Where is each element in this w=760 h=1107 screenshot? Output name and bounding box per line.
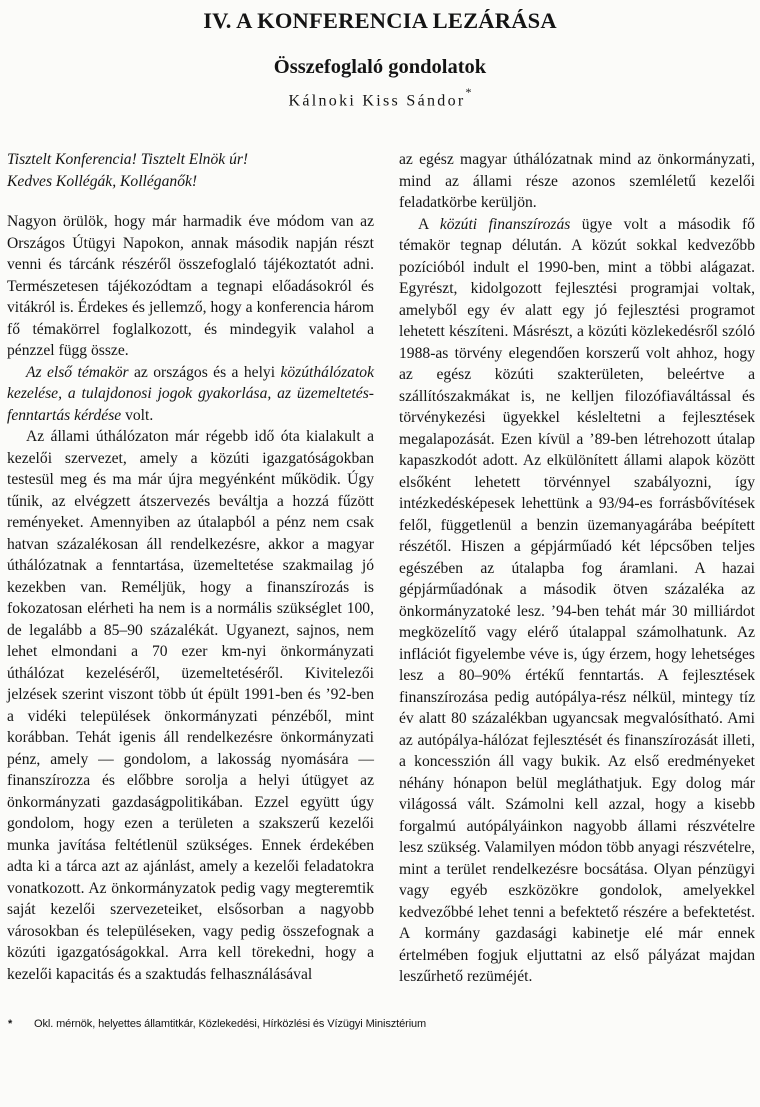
paragraph: [399, 214, 755, 988]
emphasis: Az első témakör: [26, 363, 129, 381]
footnote-marker: *: [465, 85, 472, 99]
greeting: [7, 149, 374, 192]
emphasis: közúti finanszírozás: [439, 215, 571, 233]
author-line: [0, 85, 760, 110]
article-subtitle: Összefoglaló gondolatok: [273, 56, 487, 78]
footnote-text: Okl. mérnök, helyettes államtitkár, Közlekedési, Hírközlési és Vízügyi Minisztérium: [34, 1018, 427, 1030]
paragraph: Az állami úthálózaton már régebb idő óta kialakult a kezelői szervezet, amely a közúti igazgatóságokban testesül meg és ma már újra megyénként működik. Úgy tűnik, az elvégzett átszervezés beváltja a hozzá fűzött reményeket. Amennyiben az útalapból a pénz nem csak hatvan százalékosan áll rendelkezésre, akkor a magyar úthálózatnak a fenntartása, üzemeltetése szakmailag jó kezekben van. Reméljük, hogy a finanszírozás is fokozatosan elérheti ha nem is a normális szükséglet 100, de legalább a 85–90 százalékát. Ugyanezt, sajnos, nem lehet elmondani a 70 ezer km-nyi önkormányzati úthálózat kezeléséről, üzemeltetéséről. Kivitelezői jelzések szerint viszont több út épült 1991-ben és ’92-ben a vidéki települések önkormányzati pénzéből, mint korábban. Tehát igenis áll rendelkezésre önkormányzati pénz, amely — gondolom, a lakosság nyomására — finanszírozza és előbbre sorolja a helyi útügyet az önkormányzati gazdaságpolitikában. Ezzel együtt úgy gondolom, hogy ezen a területen a szakszerű kezelői munka javítása feltétlenül szükséges. Ennek érdekében adta ki a tárca azt az ajánlást, amely a kezelői feladatokra vonatkozott. Az önkormányzatok pedig vagy megteremtik saját kezelői szervezeteiket, elsősorban a nagyobb városokban és településeken, vagy pedig összefognak a közúti igazgatóságokkal. Arra kell törekedni, hogy a kezelői kapacitás és a szaktudás felhasználásával: [7, 428, 374, 983]
paragraph: az egész magyar úthálózatnak mind az önkormányzati, mind az állami része azonos szemléletű kezelői feladatkörbe kerüljön.: [399, 151, 755, 211]
paragraph-text: volt.: [121, 406, 154, 424]
greeting-line-1: Tisztelt Konferencia! Tisztelt Elnök úr!: [7, 151, 249, 168]
greeting-line-2: Kedves Kollégák, Kolléganők!: [7, 172, 198, 190]
paragraph-text: az országos és a helyi: [128, 363, 281, 381]
section-title: IV. A KONFERENCIA LEZÁRÁSA: [203, 8, 557, 33]
paragraph-text: A: [418, 215, 440, 233]
paragraph-text: ügye volt a második fő témakör tegnap délután. A közút sokkal kedvezőbb pozícióból indult el 1990-ben, mint a többi alágazat. Egyrészt, kidolgozott fejlesztési programjai voltak, amelyből egy év alatt egy jó fejlesztési programot lehetett készíteni. Másrészt, a közúti közlekedésről szóló 1988-as törvény elegendően korszerű volt ahhoz, hogy az egész közúti szakterületen, beleértve a szállítószakmákat is, ne kelljen filozófiaváltással és törvénykezési ügyekkel késleltetni a fejlesztések megalapozását. Ezen kívül a ’89-ben létrehozott útalap kapaszkodót adott. Az elkülönített állami alapok között elsőként lehetett törvénnyel szabályozni, így intézkedésképesek lehettünk a 93/94-es forrásbővítések felől, függetlenül a benzin üzemanyagárába beépített részétől. Hiszen a gépjárműadó két lépcsőben teljes egészében az útalapba fog áramlani. A hazai gépjárműadónak a második ötven százaléka az önkormányzatoké lesz. ’94-ben tehát már 30 milliárdot megközelítő vagy elérő útalappal számolhatunk. Az inflációt figyelembe véve is, úgy érzem, hogy lehetséges lesz a 80–90% értékű fenntartás. A fejlesztések finanszírozása pedig autópálya-rész nélkül, mintegy tíz év alatt 80 százalékban ugyancsak megvalósítható. Ami az autópálya-hálózat fejlesztését és finanszírozását illeti, a koncesszión áll vagy bukik. Az első eredményeket néhány hónapon belül megláthatjuk. Egy dolog már világossá vált. Számolni kell azzal, hogy a kisebb forgalmú autópályáinkon nagyobb állami részvételre lesz szükség. Valamilyen módon több anyagi részvételre, mint a terület rendelkezésre bocsátása. Olyan pénzügyi vagy egyéb eszközökre gondolok, amelyekkel kedvezőbbé lehet tenni a befektető részére a befektetést. A kormány gazdasági kabinetje elé már ennek értelmében fogjuk eljuttatni az első pályázat majdan leszűrhető rezüméjét.: [399, 215, 755, 985]
footnote-mark: *: [8, 1018, 13, 1030]
footnote: [8, 1018, 748, 1030]
paragraph: Nagyon örülök, hogy már harmadik éve módom van az Országos Útügyi Napokon, annak második napján részt venni és tárcánk részéről összefoglaló tájékoztatót adni. Természetesen tájékozódtam a tegnapi előadásokról és vitákról is. Érdekes és jellemző, hogy a konferencia három fő témakörrel foglalkozott, és mindegyik valahol a pénzzel függ össze.: [7, 213, 374, 359]
paragraph: [7, 362, 374, 427]
left-column: [7, 149, 374, 985]
emphasis: közúthálózatok kezelése, a tulajdonosi jogok gyakorlása, az üzemeltetés-fenntartás kérdése: [7, 363, 374, 424]
author-name: Kálnoki Kiss Sándor: [288, 92, 466, 110]
right-column: [399, 149, 755, 988]
